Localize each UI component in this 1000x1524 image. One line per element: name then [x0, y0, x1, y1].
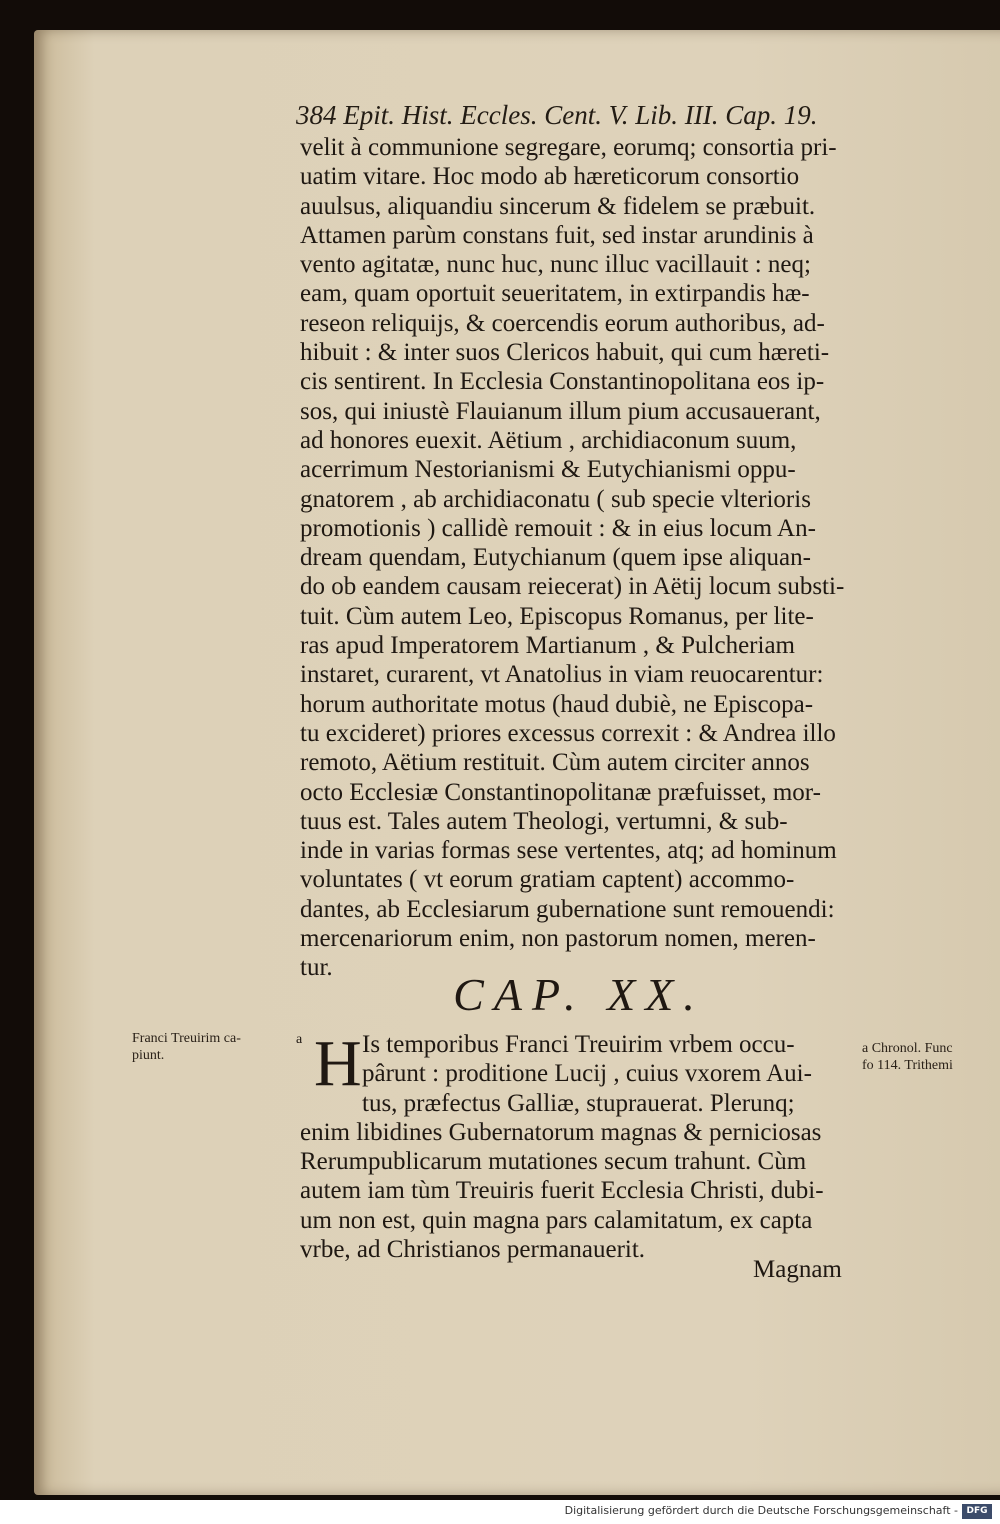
text-line: vrbe, ad Christianos permanauerit. — [300, 1236, 646, 1264]
text-line: enim libidines Gubernatorum magnas & perniciosas — [300, 1118, 822, 1146]
text-line: hibuit : & inter suos Clericos habuit, qui cum hæreti- — [300, 339, 830, 367]
text-line: Rerumpublicarum mutationes secum trahunt. Cùm — [300, 1148, 807, 1176]
text-line: tu excideret) priores excessus correxit : & Andrea illo — [300, 719, 836, 747]
running-header: 384 Epit. Hist. Eccles. Cent. V. Lib. III. Cap. 19. — [296, 100, 818, 130]
footer-credit: Digitalisierung gefördert durch die Deutsche Forschungsgemeinschaft - — [564, 1504, 958, 1517]
text-line: acerrimum Nestorianismi & Eutychianismi oppu- — [300, 456, 796, 484]
text-line: inde in varias formas sese vertentes, atq; ad hominum — [300, 837, 837, 865]
text-line: horum authoritate motus (haud dubiè, ne Episcopa- — [300, 690, 814, 718]
margin-note-line: a Chronol. Func — [862, 1041, 953, 1056]
chapter-text — [296, 1027, 858, 1264]
note-marker: a — [296, 1032, 303, 1047]
text-line: pârunt : proditione Lucij , cuius vxorem Aui- — [362, 1060, 812, 1088]
text-line: tur. — [300, 954, 333, 982]
text-line: Attamen parùm constans fuit, sed instar arundinis à — [300, 221, 814, 249]
text-line: auulsus, aliquandiu sincerum & fidelem se præbuit. — [300, 192, 816, 220]
text-line: tuus est. Tales autem Theologi, vertumni, & sub- — [300, 807, 788, 835]
text-line: gnatorem , ab archidiaconatu ( sub specie vlterioris — [300, 485, 811, 513]
text-line: cis sentirent. In Ecclesia Constantinopolitana eos ip- — [300, 368, 825, 396]
dfg-logo: DFG — [962, 1504, 992, 1519]
text-line: velit à communione segregare, eorumq; consortia pri- — [300, 134, 837, 161]
text-line: autem iam tùm Treuiris fuerit Ecclesia Christi, dubi- — [300, 1177, 824, 1205]
text-line: do ob eandem causam reiecerat) in Aëtij locum substi- — [300, 573, 845, 601]
text-line: uatim vitare. Hoc modo ab hæreticorum consortio — [300, 163, 800, 191]
margin-note-line: piunt. — [132, 1048, 165, 1063]
text-line: tuit. Cùm autem Leo, Episcopus Romanus, per lite- — [300, 602, 814, 630]
margin-note-line: Franci Treuirim ca- — [132, 1031, 241, 1046]
text-line: sos, qui iniustè Flauianum illum pium accusauerant, — [300, 397, 821, 425]
text-line: instaret, curarent, vt Anatolius in viam reuocarentur: — [300, 661, 824, 689]
text-line: mercenariorum enim, non pastorum nomen, meren- — [300, 925, 816, 953]
margin-note-left — [132, 1030, 292, 1064]
text-line: reseon reliquijs, & coercendis eorum authoribus, ad- — [300, 309, 825, 337]
margin-note-right — [862, 1040, 1000, 1074]
text-line: vento agitatæ, nunc huc, nunc illuc vacillauit : neq; — [300, 251, 811, 279]
text-line: remoto, Aëtium restituit. Cùm autem circiter annos — [300, 749, 810, 777]
margin-note-line: fo 114. Trithemi — [862, 1058, 953, 1073]
chapter-title: CAP. XX. — [453, 969, 705, 1020]
text-line: dream quendam, Eutychianum (quem ipse aliquan- — [300, 544, 811, 572]
text-line: ad honores euexit. Aëtium , archidiaconum suum, — [300, 426, 797, 454]
text-line: voluntates ( vt eorum gratiam captent) accommo- — [300, 866, 795, 894]
catchword: Magnam — [753, 1256, 842, 1283]
text-line: ras apud Imperatorem Martianum , & Pulcheriam — [300, 632, 795, 660]
text-line: tus, præfectus Galliæ, stuprauerat. Plerunq; — [362, 1089, 795, 1117]
text-line: Is temporibus Franci Treuirim vrbem occu- — [362, 1031, 795, 1058]
text-line: eam, quam oportuit seueritatem, in extirpandis hæ- — [300, 280, 810, 308]
footer-bar — [0, 1500, 1000, 1524]
chapter-lines — [300, 1027, 858, 1264]
text-line: octo Ecclesiæ Constantinopolitanæ præfuisset, mor- — [300, 778, 821, 806]
drop-cap: H — [314, 1027, 362, 1100]
text-line: dantes, ab Ecclesiarum gubernatione sunt remouendi: — [300, 895, 835, 923]
body-text — [300, 133, 858, 983]
text-line: um non est, quin magna pars calamitatum, ex capta — [300, 1206, 813, 1234]
text-line: promotionis ) callidè remouit : & in eius locum An- — [300, 514, 816, 542]
